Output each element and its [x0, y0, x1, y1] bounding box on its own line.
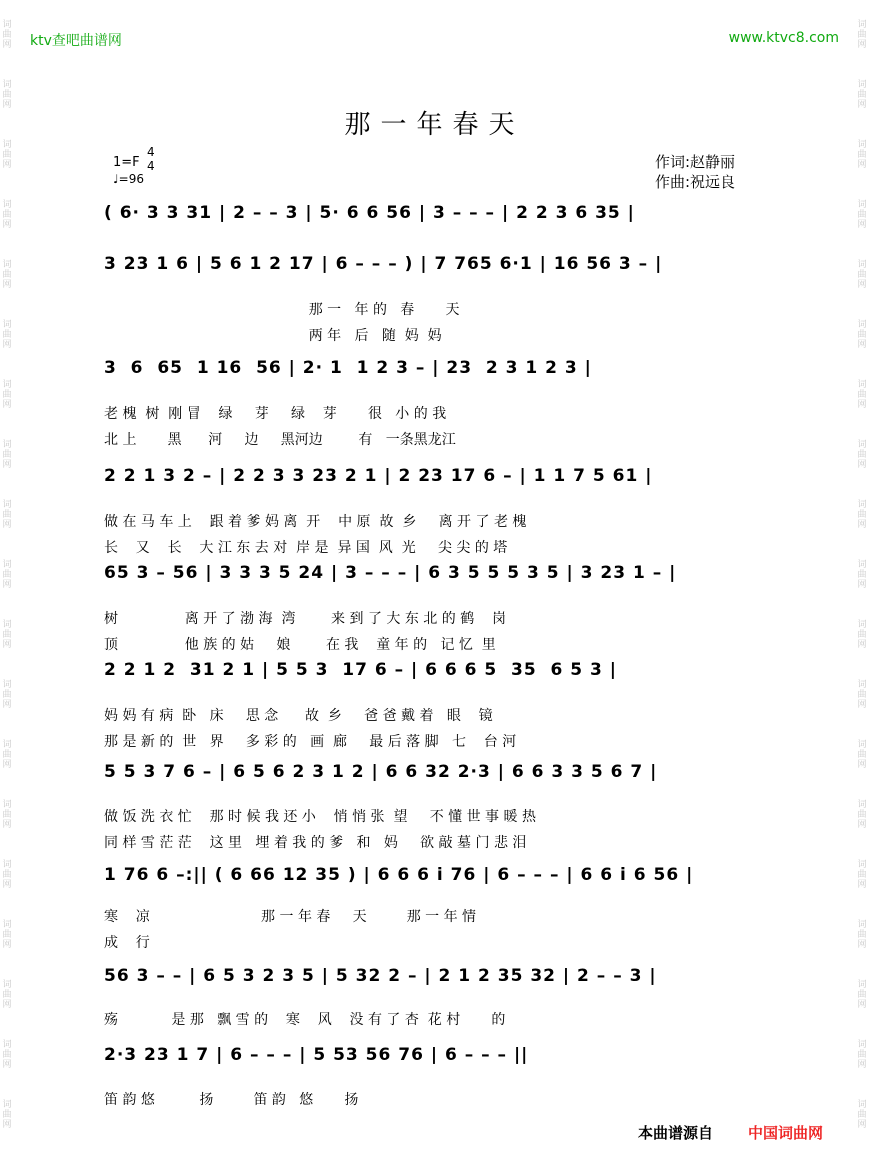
time-signature	[147, 145, 155, 173]
watermark-text: 词 曲 网	[857, 560, 867, 590]
watermark-text: 词 曲 网	[2, 80, 12, 110]
watermark-text: 词 曲 网	[857, 620, 867, 650]
lyric-line: 做 饭 洗 衣 忙 那 时 候 我 还 小 悄 悄 张 望 不 懂 世 事 暖 热	[104, 809, 536, 825]
lyric-line: 北 上 黑 河 边 黑河边 有 一条黑龙江	[104, 432, 456, 448]
lyric-line: 树 离 开 了 渤 海 湾 来 到 了 大 东 北 的 鹤 岗	[104, 611, 507, 627]
key-signature: 1=F	[113, 155, 140, 170]
lyric-line: 两 年 后 随 妈 妈	[104, 328, 442, 344]
watermark-text: 词 曲 网	[2, 620, 12, 650]
notation-line: 2 2 1 2 31 2 1 | 5 5 3 17 6 – | 6 6 6 5 35 6 5 3 |	[104, 660, 617, 680]
notation-line: ( 6· 3 3 31 | 2 – – 3 | 5· 6 6 56 | 3 – – – | 2 2 3 6 35 |	[104, 203, 635, 223]
lyric-line: 长 又 长 大 江 东 去 对 岸 是 异 国 风 光 尖 尖 的 塔	[104, 540, 508, 556]
watermark-text: 词 曲 网	[2, 740, 12, 770]
lyric-line: 寒 凉 那 一 年 春 天 那 一 年 情	[104, 909, 477, 925]
watermark-text: 词 曲 网	[857, 260, 867, 290]
footer-source-site[interactable]: 中国词曲网	[748, 1124, 824, 1142]
watermark-text: 词 曲 网	[857, 920, 867, 950]
watermark-text: 词 曲 网	[2, 380, 12, 410]
left-site-link[interactable]: ktv查吧曲谱网	[30, 33, 122, 49]
song-title: 那一年春天	[344, 110, 525, 140]
watermark-text: 词 曲 网	[2, 1100, 12, 1130]
watermark-text: 词 曲 网	[2, 440, 12, 470]
watermark-text: 词 曲 网	[857, 200, 867, 230]
watermark-text: 词 曲 网	[857, 800, 867, 830]
composer: 作曲:祝远良	[655, 173, 736, 191]
watermark-text: 词 曲 网	[857, 500, 867, 530]
lyric-line: 笛 韵 悠 扬 笛 韵 悠 扬	[104, 1092, 359, 1108]
lyric-line: 做 在 马 车 上 跟 着 爹 妈 离 开 中 原 故 乡 离 开 了 老 槐	[104, 514, 527, 530]
watermark-text: 词 曲 网	[857, 1100, 867, 1130]
watermark-text: 词 曲 网	[2, 860, 12, 890]
lyric-line: 老 槐 树 刚 冒 绿 芽 绿 芽 很 小 的 我	[104, 406, 447, 422]
watermark-right	[855, 0, 869, 1169]
watermark-text: 词 曲 网	[2, 680, 12, 710]
watermark-text: 词 曲 网	[857, 320, 867, 350]
watermark-text: 词 曲 网	[2, 200, 12, 230]
notation-line: 1 76 6 –:|| ( 6 66 12 35 ) | 6 6 6 i 76 | 6 – – – | 6 6 i 6 56 |	[104, 865, 694, 885]
lyric-line: 那 是 新 的 世 界 多 彩 的 画 廊 最 后 落 脚 七 台 河	[104, 734, 517, 750]
time-numerator: 4	[147, 145, 155, 159]
credits	[655, 152, 735, 192]
watermark-text: 词 曲 网	[857, 80, 867, 110]
watermark-text: 词 曲 网	[857, 140, 867, 170]
notation-line: 3 6 65 1 16 56 | 2· 1 1 2 3 – | 23 2 3 1 2 3 |	[104, 358, 592, 378]
watermark-text: 词 曲 网	[2, 260, 12, 290]
lyric-line: 那 一 年 的 春 天	[104, 302, 460, 318]
watermark-text: 词 曲 网	[857, 860, 867, 890]
watermark-text: 词 曲 网	[2, 980, 12, 1010]
watermark-text: 词 曲 网	[2, 500, 12, 530]
notation-line: 2 2 1 3 2 – | 2 2 3 3 23 2 1 | 2 23 17 6 – | 1 1 7 5 61 |	[104, 466, 653, 486]
watermark-text: 词 曲 网	[857, 380, 867, 410]
watermark-text: 词 曲 网	[2, 560, 12, 590]
watermark-text: 词 曲 网	[2, 140, 12, 170]
footer-source-label: 本曲谱源自	[638, 1124, 714, 1142]
watermark-text: 词 曲 网	[857, 440, 867, 470]
watermark-text: 词 曲 网	[857, 980, 867, 1010]
lyric-line: 殇 是 那 飘 雪 的 寒 风 没 有 了 杏 花 村 的	[104, 1012, 506, 1028]
notation-line: 3 23 1 6 | 5 6 1 2 17 | 6 – – – ) | 7 765 6·1 | 16 56 3 – |	[104, 254, 663, 274]
watermark-left	[0, 0, 14, 1169]
time-denominator: 4	[147, 159, 155, 173]
lyric-line: 成 行	[104, 935, 150, 951]
watermark-text: 词 曲 网	[2, 320, 12, 350]
lyric-line: 妈 妈 有 病 卧 床 思 念 故 乡 爸 爸 戴 着 眼 镜	[104, 708, 493, 724]
lyric-line: 顶 他 族 的 姑 娘 在 我 童 年 的 记 忆 里	[104, 637, 496, 653]
notation-line: 2·3 23 1 7 | 6 – – – | 5 53 56 76 | 6 – – – ||	[104, 1045, 529, 1065]
watermark-text: 词 曲 网	[857, 1040, 867, 1070]
tempo-marking: ♩=96	[113, 172, 144, 186]
right-site-link[interactable]: www.ktvc8.com	[728, 30, 839, 46]
watermark-text: 词 曲 网	[2, 1040, 12, 1070]
watermark-text: 词 曲 网	[857, 740, 867, 770]
watermark-text: 词 曲 网	[2, 800, 12, 830]
lyric-line: 同 样 雪 茫 茫 这 里 埋 着 我 的 爹 和 妈 欲 敲 墓 门 悲 泪	[104, 835, 527, 851]
lyricist: 作词:赵静丽	[655, 153, 736, 171]
notation-line: 56 3 – – | 6 5 3 2 3 5 | 5 32 2 – | 2 1 2 35 32 | 2 – – 3 |	[104, 966, 657, 986]
watermark-text: 词 曲 网	[857, 680, 867, 710]
notation-line: 65 3 – 56 | 3 3 3 5 24 | 3 – – – | 6 3 5 5 5 3 5 | 3 23 1 – |	[104, 563, 677, 583]
watermark-text: 词 曲 网	[857, 20, 867, 50]
notation-line: 5 5 3 7 6 – | 6 5 6 2 3 1 2 | 6 6 32 2·3 | 6 6 3 3 5 6 7 |	[104, 762, 658, 782]
watermark-text: 词 曲 网	[2, 920, 12, 950]
watermark-text: 词 曲 网	[2, 20, 12, 50]
